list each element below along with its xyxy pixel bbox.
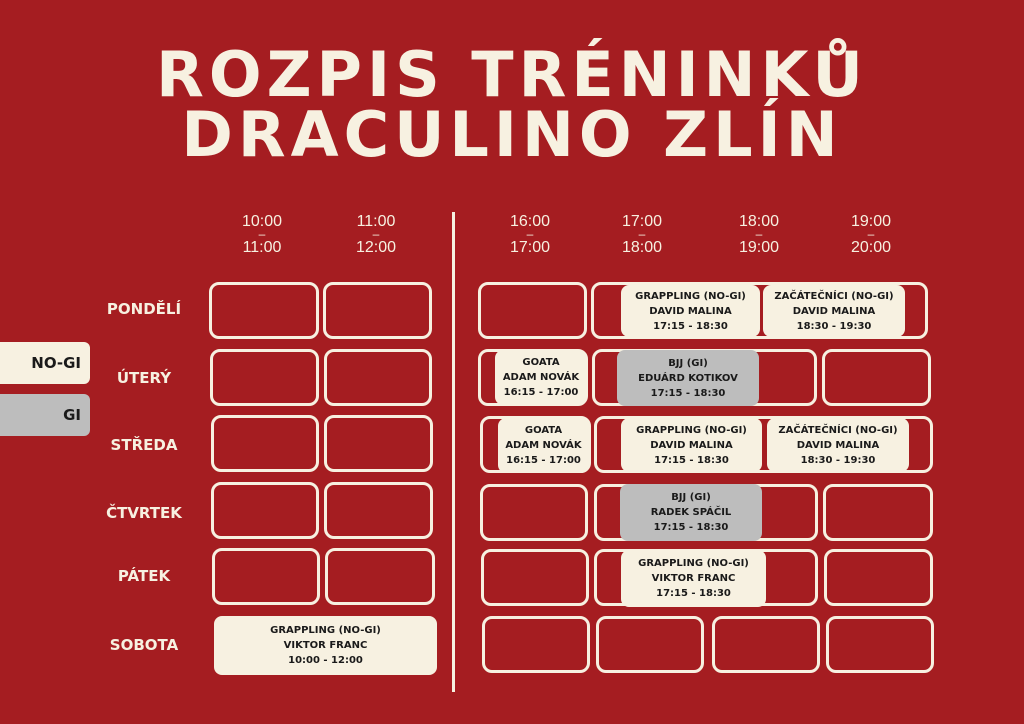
- class-time: 17:15 - 18:30: [656, 588, 731, 599]
- slot-cell: [211, 415, 319, 472]
- slot-cell: [210, 349, 319, 406]
- class-name: GRAPPLING (NO-GI): [636, 424, 747, 436]
- day-label-utery: ÚTERÝ: [116, 369, 172, 387]
- slot-cell: [211, 482, 319, 539]
- slot-cell: [212, 548, 320, 605]
- class-block: [767, 418, 909, 472]
- class-name: GRAPPLING (NO-GI): [638, 558, 749, 569]
- slot-cell: [824, 549, 933, 606]
- class-block: [620, 484, 762, 541]
- time-slot-1100: 11:00 – 12:00: [355, 213, 397, 256]
- class-block: [214, 616, 437, 675]
- class-block: [621, 418, 762, 472]
- time-slot-1000: 10:00 – 11:00: [241, 213, 283, 256]
- slot-cell: [596, 616, 704, 673]
- class-time: 10:00 - 12:00: [288, 655, 363, 666]
- schedule-divider: [452, 212, 455, 692]
- slot-cell: [823, 484, 933, 541]
- time-slot-1600: 16:00 – 17:00: [509, 213, 551, 256]
- class-coach: RADEK SPÁČIL: [650, 507, 732, 518]
- class-coach: VIKTOR FRANC: [283, 640, 368, 651]
- legend-gi: [0, 394, 90, 436]
- time-slot-1700: 17:00 – 18:00: [621, 213, 663, 256]
- class-name: GRAPPLING (NO-GI): [270, 625, 381, 636]
- legend-nogi: [0, 342, 90, 384]
- class-time: 16:15 - 17:00: [506, 455, 581, 466]
- class-block: [498, 418, 589, 473]
- slot-cell: [822, 349, 931, 406]
- day-label-sobota: SOBOTA: [109, 636, 179, 654]
- class-coach: DAVID MALINA: [792, 305, 876, 317]
- time-slot-1900: 19:00 – 20:00: [850, 213, 892, 256]
- slot-cell: [324, 482, 433, 539]
- class-time: 17:15 - 18:30: [653, 320, 728, 332]
- class-coach: DAVID MALINA: [649, 305, 732, 317]
- slot-cell: [482, 616, 590, 673]
- legend-gi-label: GI: [63, 406, 81, 424]
- class-coach: EDUÁRD KOTIKOV: [638, 372, 738, 384]
- slot-cell: [481, 549, 589, 606]
- slot-cell: [324, 349, 432, 406]
- title-line-1: ROZPIS TRÉNINKŮ: [156, 38, 868, 111]
- class-block: [495, 350, 587, 405]
- day-label-ctvrtek: ČTVRTEK: [106, 504, 182, 522]
- class-coach: ADAM NOVÁK: [505, 440, 582, 451]
- class-name: ZAČÁTEČNÍCI (NO-GI): [778, 424, 898, 436]
- class-time: 18:30 - 19:30: [800, 454, 876, 466]
- class-time: 17:15 - 18:30: [654, 454, 729, 466]
- class-time: 17:15 - 18:30: [653, 522, 729, 533]
- class-name: BJJ (GI): [671, 492, 711, 503]
- day-label-streda: STŘEDA: [110, 436, 178, 454]
- class-name: GRAPPLING (NO-GI): [635, 290, 746, 302]
- title-line-2: DRACULINO ZLÍN: [181, 98, 843, 171]
- slot-cell: [324, 415, 433, 472]
- class-block: [621, 285, 760, 337]
- class-block: [621, 550, 766, 607]
- slot-cell: [712, 616, 820, 673]
- day-label-pondeli: PONDĚLÍ: [106, 300, 182, 318]
- class-time: 16:15 - 17:00: [503, 387, 579, 398]
- class-coach: DAVID MALINA: [650, 439, 733, 451]
- slot-cell: [480, 484, 588, 541]
- class-coach: VIKTOR FRANC: [651, 573, 736, 584]
- class-name: GOATA: [522, 357, 560, 368]
- class-name: GOATA: [524, 425, 563, 436]
- class-time: 17:15 - 18:30: [650, 387, 726, 399]
- class-block: [617, 350, 759, 406]
- class-name: ZAČÁTEČNÍCI (NO-GI): [774, 290, 894, 302]
- slot-cell: [209, 282, 319, 339]
- slot-cell: [478, 282, 587, 339]
- slot-cell: [325, 548, 435, 605]
- day-label-patek: PÁTEK: [117, 567, 171, 585]
- class-coach: DAVID MALINA: [796, 439, 880, 451]
- class-block: [763, 285, 905, 337]
- legend-nogi-label: NO-GI: [31, 354, 81, 372]
- slot-cell: [826, 616, 934, 673]
- time-slot-1800: 18:00 – 19:00: [738, 213, 780, 256]
- class-name: BJJ (GI): [668, 357, 708, 369]
- class-time: 18:30 - 19:30: [796, 320, 872, 332]
- slot-cell: [323, 282, 432, 339]
- class-coach: ADAM NOVÁK: [502, 372, 580, 383]
